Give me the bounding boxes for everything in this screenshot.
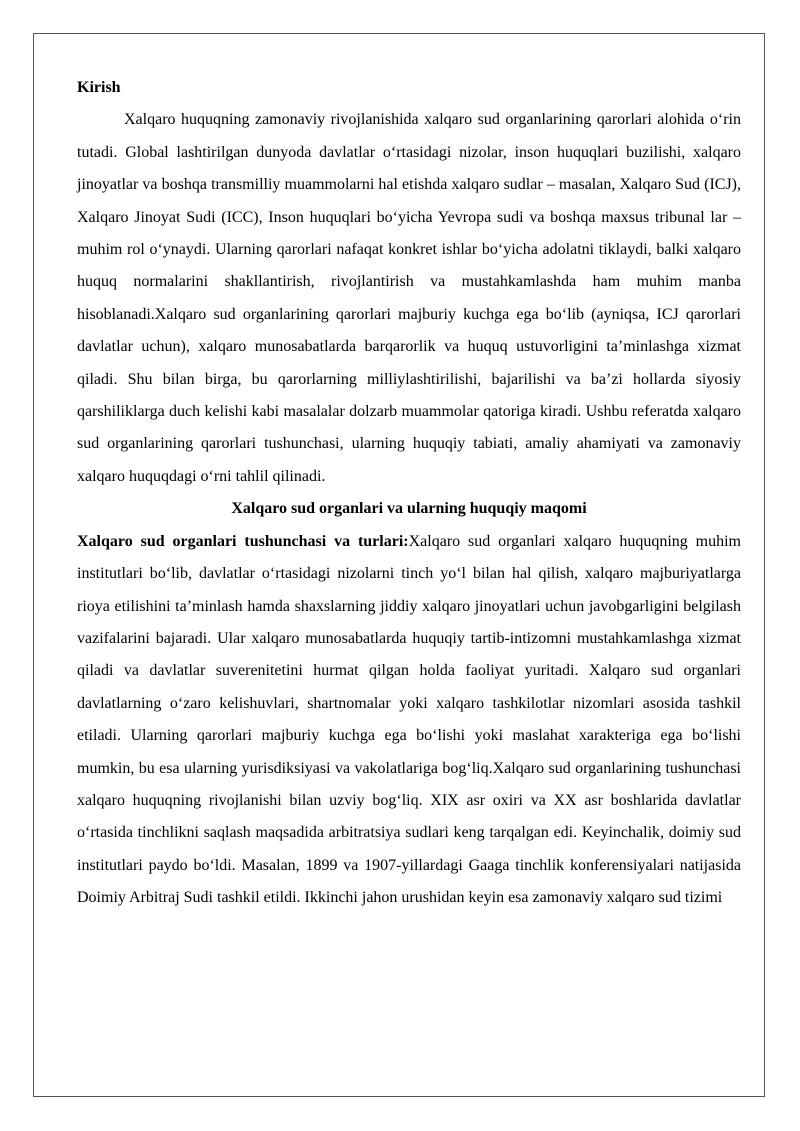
document-heading: Kirish <box>77 79 121 96</box>
document-body <box>77 72 741 915</box>
subsection-paragraph <box>77 526 741 915</box>
section-title: Xalqaro sud organlari va ularning huquqiy maqomi <box>231 500 587 518</box>
intro-paragraph: Xalqaro huquqning zamonaviy rivojlanishida xalqaro sud organlarining qarorlari alohida o‘rin tutadi. Global lashtirilgan dunyoda davlatlar o‘rtasidagi nizolar, inson huquqlari buzilishi, xalqaro jinoyatlar va boshqa transmilliy muammolarni hal etishda xalqaro sudlar – masalan, Xalqaro Sud (ICJ), Xalqaro Jinoyat Sudi (ICC), Inson huquqlari bo‘yicha Yevropa sudi va boshqa maxsus tribunal lar – muhim rol o‘ynaydi. Ularning qarorlari nafaqat konkret ishlar bo‘yicha adolatni tiklaydi, balki xalqaro huquq normalarini shakllantirish, rivojlantirish va mustahkamlashda ham muhim manba hisoblanadi.Xalqaro sud organlarining qarorlari majburiy kuchga ega bo‘lib (ayniqsa, ICJ qarorlari davlatlar uchun), xalqaro munosabatlarda barqarorlik va huquq ustuvorligini ta’minlashga xizmat qiladi. Shu bilan birga, bu qarorlarning milliylashtirilishi, bajarilishi va ba’zi hollarda siyosiy qarshiliklarga duch kelishi kabi masalalar dolzarb muammolar qatoriga kiradi. Ushbu referatda xalqaro sud organlarining qarorlari tushunchasi, ularning huquqiy tabiati, amaliy ahamiyati va zamonaviy xalqaro huquqdagi o‘rni tahlil qilinadi. <box>77 111 741 485</box>
subsection-text: Xalqaro sud organlari xalqaro huquqning muhim institutlari bo‘lib, davlatlar o‘rtasidagi nizolarni tinch yo‘l bilan hal qilish, xalqaro majburiyatlarga rioya etilishini ta’minlash hamda shaxslarning jiddiy xalqaro jinoyatlari uchun javobgarligini belgilash vazifalarini bajaradi. Ular xalqaro munosabatlarda huquqiy tartib-intizomni mustahkamlashga xizmat qiladi va davlatlar suverenitetini hurmat qilgan holda faoliyat yuritadi. Xalqaro sud organlari davlatlarning o‘zaro kelishuvlari, shartnomalar yoki xalqaro tashkilotlar nizomlari asosida tashkil etiladi. Ularning qarorlari majburiy kuchga ega bo‘lishi yoki maslahat xarakteriga ega bo‘lishi mumkin, bu esa ularning yurisdiksiyasi va vakolatlariga bog‘liq.Xalqaro sud organlarining tushunchasi xalqaro huquqning rivojlanishi bilan uzviy bog‘liq. XIX asr oxiri va XX asr boshlarida davlatlar o‘rtasida tinchlikni saqlash maqsadida arbitratsiya sudlari keng tarqalgan edi. Keyinchalik, doimiy sud institutlari paydo bo‘ldi. Masalan, 1899 va 1907-yillardagi Gaaga tinchlik konferensiyalari natijasida Doimiy Arbitraj Sudi tashkil etildi. Ikkinchi jahon urushidan keyin esa zamonaviy xalqaro sud tizimi <box>77 532 741 907</box>
subsection-label: Xalqaro sud organlari tushunchasi va turlari: <box>77 532 409 550</box>
